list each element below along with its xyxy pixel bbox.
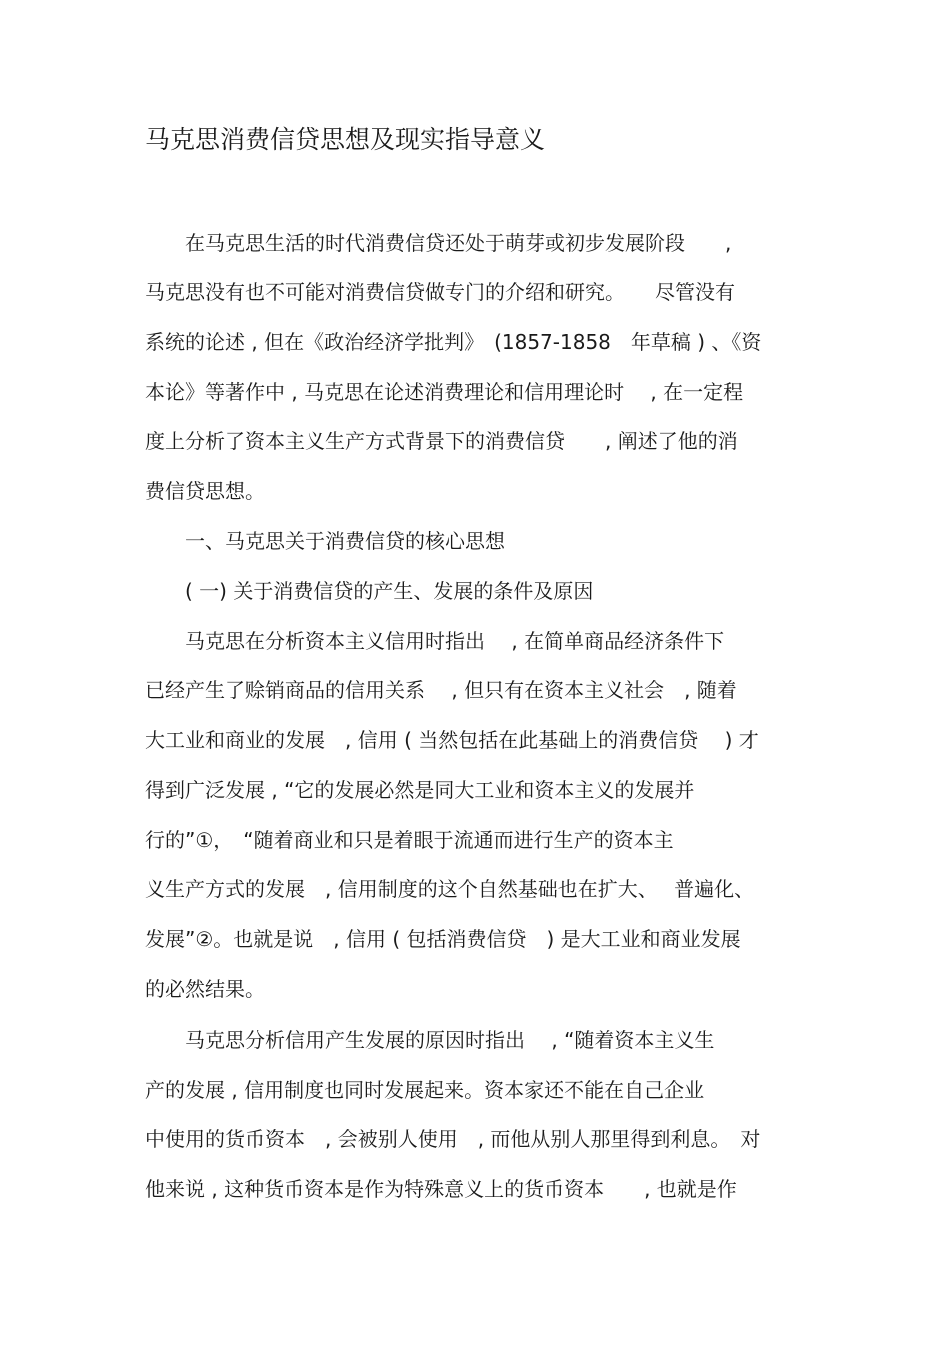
body-line: 费信贷思想。 <box>145 479 265 503</box>
body-line: 系统的论述 , 但在《政治经济学批判》 (1857-1858 年草稿 ) 、《资 <box>145 330 762 354</box>
body-line: 义生产方式的发展 , 信用制度的这个自然基础也在扩大、 普遍化、 <box>145 877 755 901</box>
subsection-heading: ( 一) 关于消费信贷的产生、发展的条件及原因 <box>145 579 594 603</box>
body-line: 马克思分析信用产生发展的原因时指出 , “随着资本主义生 <box>145 1028 715 1052</box>
body-line: 度上分析了资本主义生产方式背景下的消费信贷 , 阐述了他的消 <box>145 429 738 453</box>
body-line: 已经产生了赊销商品的信用关系 , 但只有在资本主义社会 , 随着 <box>145 678 737 702</box>
section-heading: 一、马克思关于消费信贷的核心思想 <box>145 529 505 553</box>
body-line: 产的发展 , 信用制度也同时发展起来。资本家还不能在自己企业 <box>145 1078 705 1102</box>
body-line: 大工业和商业的发展 , 信用 ( 当然包括在此基础上的消费信贷 ) 才 <box>145 728 759 752</box>
body-line: 的必然结果。 <box>145 977 265 1001</box>
body-line: 中使用的货币资本 , 会被别人使用 , 而他从别人那里得到利息。 对 <box>145 1127 761 1151</box>
body-line: 行的”①， “随着商业和只是着眼于流通而进行生产的资本主 <box>145 828 674 852</box>
body-line: 本论》等著作中 , 马克思在论述消费理论和信用理论时 , 在一定程 <box>145 380 744 404</box>
body-line: 马克思在分析资本主义信用时指出 , 在简单商品经济条件下 <box>145 629 725 653</box>
body-line: 马克思没有也不可能对消费信贷做专门的介绍和研究。 尽管没有 <box>145 280 735 304</box>
body-line: 发展”②。也就是说 , 信用 ( 包括消费信贷 ) 是大工业和商业发展 <box>145 927 741 951</box>
document-title: 马克思消费信贷思想及现实指导意义 <box>145 125 546 154</box>
body-line: 得到广泛发展 , “它的发展必然是同大工业和资本主义的发展并 <box>145 778 695 802</box>
body-line: 他来说 , 这种货币资本是作为特殊意义上的货币资本 , 也就是作 <box>145 1177 737 1201</box>
body-line: 在马克思生活的时代消费信贷还处于萌芽或初步发展阶段 , <box>145 231 732 255</box>
